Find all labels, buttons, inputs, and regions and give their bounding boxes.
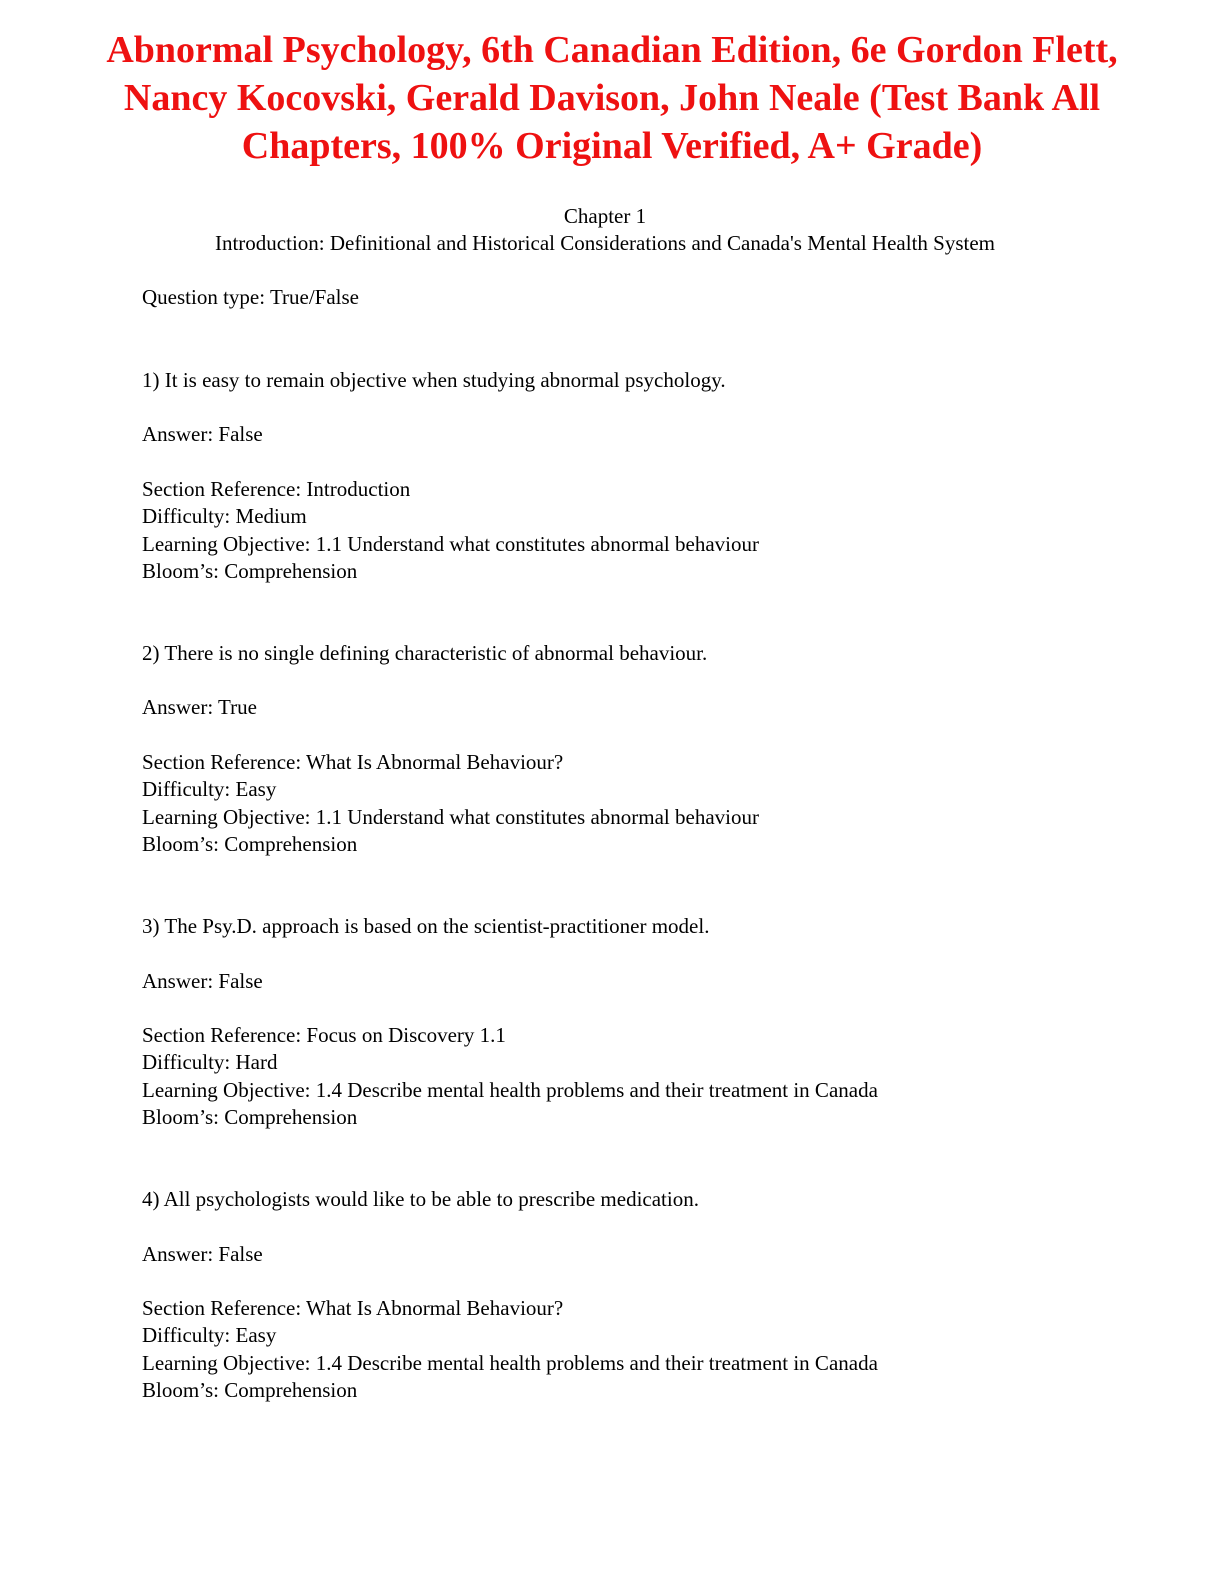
question-4-answer: Answer: False bbox=[142, 1242, 263, 1266]
section-reference: Section Reference: Focus on Discovery 1.1 bbox=[142, 1023, 506, 1047]
learning-objective: Learning Objective: 1.4 Describe mental health problems and their treatment in Canada bbox=[142, 1077, 878, 1102]
question-4-metadata bbox=[142, 1295, 1142, 1404]
section-reference: Section Reference: What Is Abnormal Behaviour? bbox=[142, 750, 564, 774]
question-1-metadata bbox=[142, 476, 1142, 585]
question-1-prompt: 1) It is easy to remain objective when studying abnormal psychology. bbox=[142, 368, 726, 392]
blooms-level: Bloom’s: Comprehension bbox=[142, 1104, 358, 1129]
question-3-prompt: 3) The Psy.D. approach is based on the scientist-practitioner model. bbox=[142, 914, 710, 938]
difficulty: Difficulty: Easy bbox=[142, 1323, 277, 1348]
difficulty: Difficulty: Medium bbox=[142, 504, 307, 529]
question-1-answer: Answer: False bbox=[142, 422, 263, 446]
document-title: Abnormal Psychology, 6th Canadian Edition, 6e Gordon Flett, Nancy Kocovski, Gerald Davison, John Neale (Test Bank All Chapters, 100% Original Verified, A+ Grade) bbox=[106, 29, 1118, 167]
learning-objective: Learning Objective: 1.1 Understand what constitutes abnormal behaviour bbox=[142, 804, 759, 829]
blooms-level: Bloom’s: Comprehension bbox=[142, 1377, 358, 1402]
learning-objective: Learning Objective: 1.4 Describe mental health problems and their treatment in Canada bbox=[142, 1350, 878, 1375]
question-2-prompt: 2) There is no single defining characteristic of abnormal behaviour. bbox=[142, 641, 708, 665]
chapter-label: Chapter 1 bbox=[563, 204, 647, 228]
section-reference: Section Reference: What Is Abnormal Behaviour? bbox=[142, 1296, 564, 1320]
blooms-level: Bloom’s: Comprehension bbox=[142, 831, 358, 856]
chapter-subtitle: Introduction: Definitional and Historical Considerations and Canada's Mental Health System bbox=[214, 231, 996, 255]
difficulty: Difficulty: Easy bbox=[142, 777, 277, 802]
chapter-header bbox=[0, 203, 1210, 257]
question-type: Question type: True/False bbox=[142, 285, 360, 309]
question-3-answer: Answer: False bbox=[142, 969, 263, 993]
blooms-level: Bloom’s: Comprehension bbox=[142, 558, 358, 583]
question-2-answer: Answer: True bbox=[142, 695, 257, 719]
question-3-metadata bbox=[142, 1022, 1142, 1131]
learning-objective: Learning Objective: 1.1 Understand what constitutes abnormal behaviour bbox=[142, 531, 759, 556]
difficulty: Difficulty: Hard bbox=[142, 1050, 278, 1075]
question-2-metadata bbox=[142, 749, 1142, 858]
section-reference: Section Reference: Introduction bbox=[142, 477, 411, 501]
question-4-prompt: 4) All psychologists would like to be able to prescribe medication. bbox=[142, 1187, 699, 1211]
